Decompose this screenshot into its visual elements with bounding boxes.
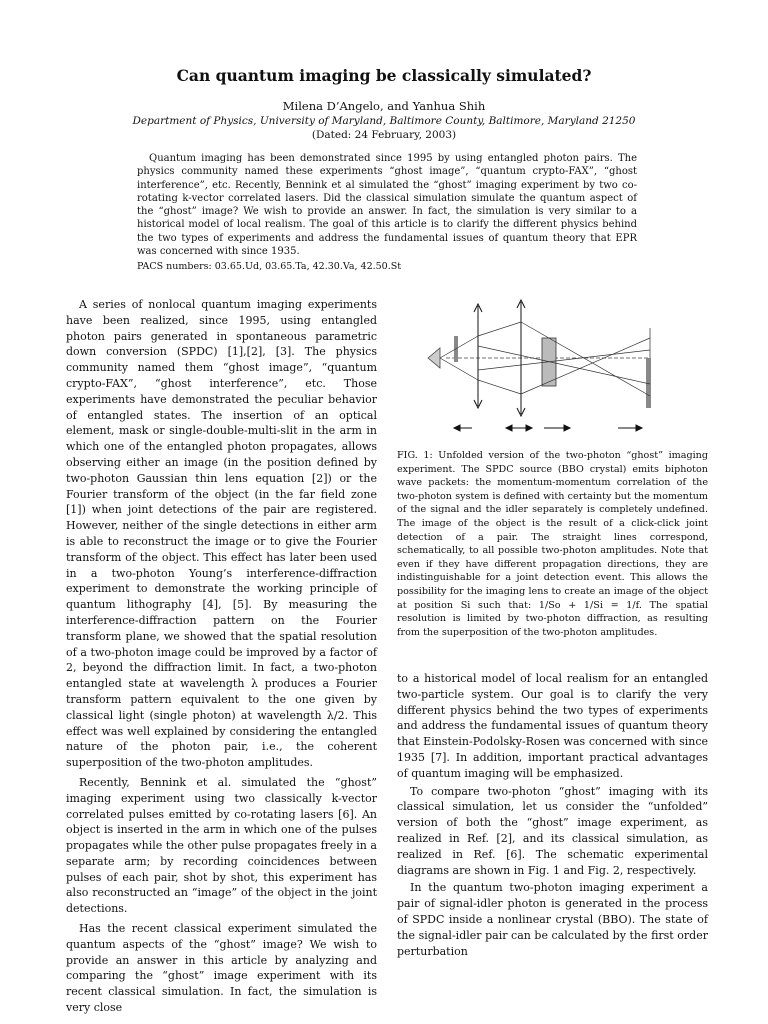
figure-caption: FIG. 1: Unfolded version of the two-photon “ghost” imaging experiment. The SPDC source (BBO crystal) emits biphoton wave packets: the momentum-momentum correlation of the two-photon system is defined with certainty but the momentum of the signal and the idler separately is completely undefined. The image of the object is the result of a click-click joint detection of a pair. The straight lines correspond, schematically, to all possible two-photon amplitudes. Note that even if they have different propagation directions, they are indistinguishable for a joint detection event. This allows the possibility for the imaging lens to create an image of the object at position Si such that: 1/So + 1/Si = 1/f. The spatial resolution is limited by two-photon diffraction, as resulting from the superposition of the two-photon amplitudes. (397, 450, 708, 638)
paragraph: Recently, Bennink et al. simulated the “ghost” imaging experiment using two classically k-vector correlated pulses emitted by co-rotating lasers [6]. An object is inserted in the arm in which one of the pulses propagates while the other pulse propagates freely in a separate arm; by recording coincidences between pulses of each pair, shot by shot, this experiment has also reconstructed an “image” of the object in the joint detections. (66, 775, 377, 916)
paragraph: In the quantum two-photon imaging experiment a pair of signal-idler photon is generated in the process of SPDC inside a nonlinear crystal (BBO). The state of the signal-idler pair can be calculated by the first order perturbation (397, 881, 708, 958)
affiliation: Department of Physics, University of Maryland, Baltimore County, Baltimore, Maryland 21250 (132, 115, 636, 127)
paper-title: Can quantum imaging be classically simulated? (176, 66, 592, 85)
paragraph: To compare two-photon “ghost” imaging with its classical simulation, let us consider the “unfolded” version of both the “ghost” image experiment, as realized in Ref. [2], and its classical simulation, as realized in Ref. [6]. The schematic experimental diagrams are shown in Fig. 1 and Fig. 2, respectively. (397, 784, 708, 877)
paragraph: Has the recent classical experiment simulated the quantum aspects of the “ghost” image? We wish to provide an answer in this article by analyzing and comparing the “ghost” image experiment with its recent classical simulation. In fact, the simulation is very close (66, 922, 377, 1015)
figure-1-diagram (418, 298, 668, 438)
bbo-source (428, 348, 440, 368)
abstract: Quantum imaging has been demonstrated since 1995 by using entangled photon pairs. The physics community named these experiments “ghost image”, “quantum crypto-FAX”, “ghost interference”, etc. Recently, Bennink et al simulated the “ghost” imaging experiment by two co-rotating k-vector correlated lasers. Did the classical simulation simulate the quantum aspect of the “ghost” image? We wish to provide an answer. In fact, the simulation is very similar to a historical model of local realism. The goal of this article is to clarify the different physics behind the two types of experiments and address the fundamental issues of quantum theory that EPR was concerned with since 1935. (137, 153, 637, 258)
paragraph: A series of nonlocal quantum imaging experiments have been realized, since 1995, using entangled photon pairs generated in spontaneous parametric down conversion (SPDC) [1],[2], [3]. The physics community named them “ghost image”, “quantum crypto-FAX”, “ghost interference”, etc. Those experiments have demonstrated the peculiar behavior of entangled states. The insertion of an optical element, mask or single-double-multi-slit in the arm in which one of the entangled photon propagates, allows observing either an image (in the position defined by two-photon Gaussian thin lens equation [2]) or the Fourier transform of the object (in the far field zone [1]) when joint detections of the pair are registered. However, neither of the single detections in either arm is able to reconstruct the image or to give the Fourier transform of the object. This effect has later been used in a two-photon Young’s interference-diffraction experiment to demonstrate the working principle of quantum lithography [4], [5]. By measuring the interference-diffraction pattern on the Fourier transform plane, we showed that the spatial resolution of a two-photon image could be improved by a factor of 2, beyond the diffraction limit. In fact, a two-photon entangled state at wavelength λ produces a Fourier transform pattern equivalent to the one given by classical light (single photon) at wavelength λ/2. This effect was well explained by considering the entangled nature of the photon pair, i.e., the coherent superposition of the two-photon amplitudes. (66, 298, 377, 770)
date-line: (Dated: 24 February, 2003) (311, 129, 457, 141)
pacs-numbers: PACS numbers: 03.65.Ud, 03.65.Ta, 42.30.Va, 42.50.St (137, 261, 402, 272)
paragraph: to a historical model of local realism for an entangled two-particle system. Our goal is to clarify the very different physics behind the two types of experiments and address the fundamental issues of quantum theory that Einstein-Podolsky-Rosen was concerned with since 1935 [7]. In addition, important practical advantages of quantum imaging will be emphasized. (397, 672, 708, 780)
left-column (66, 297, 377, 1016)
right-column (397, 671, 708, 959)
authors: Milena D’Angelo, and Yanhua Shih (282, 99, 486, 113)
